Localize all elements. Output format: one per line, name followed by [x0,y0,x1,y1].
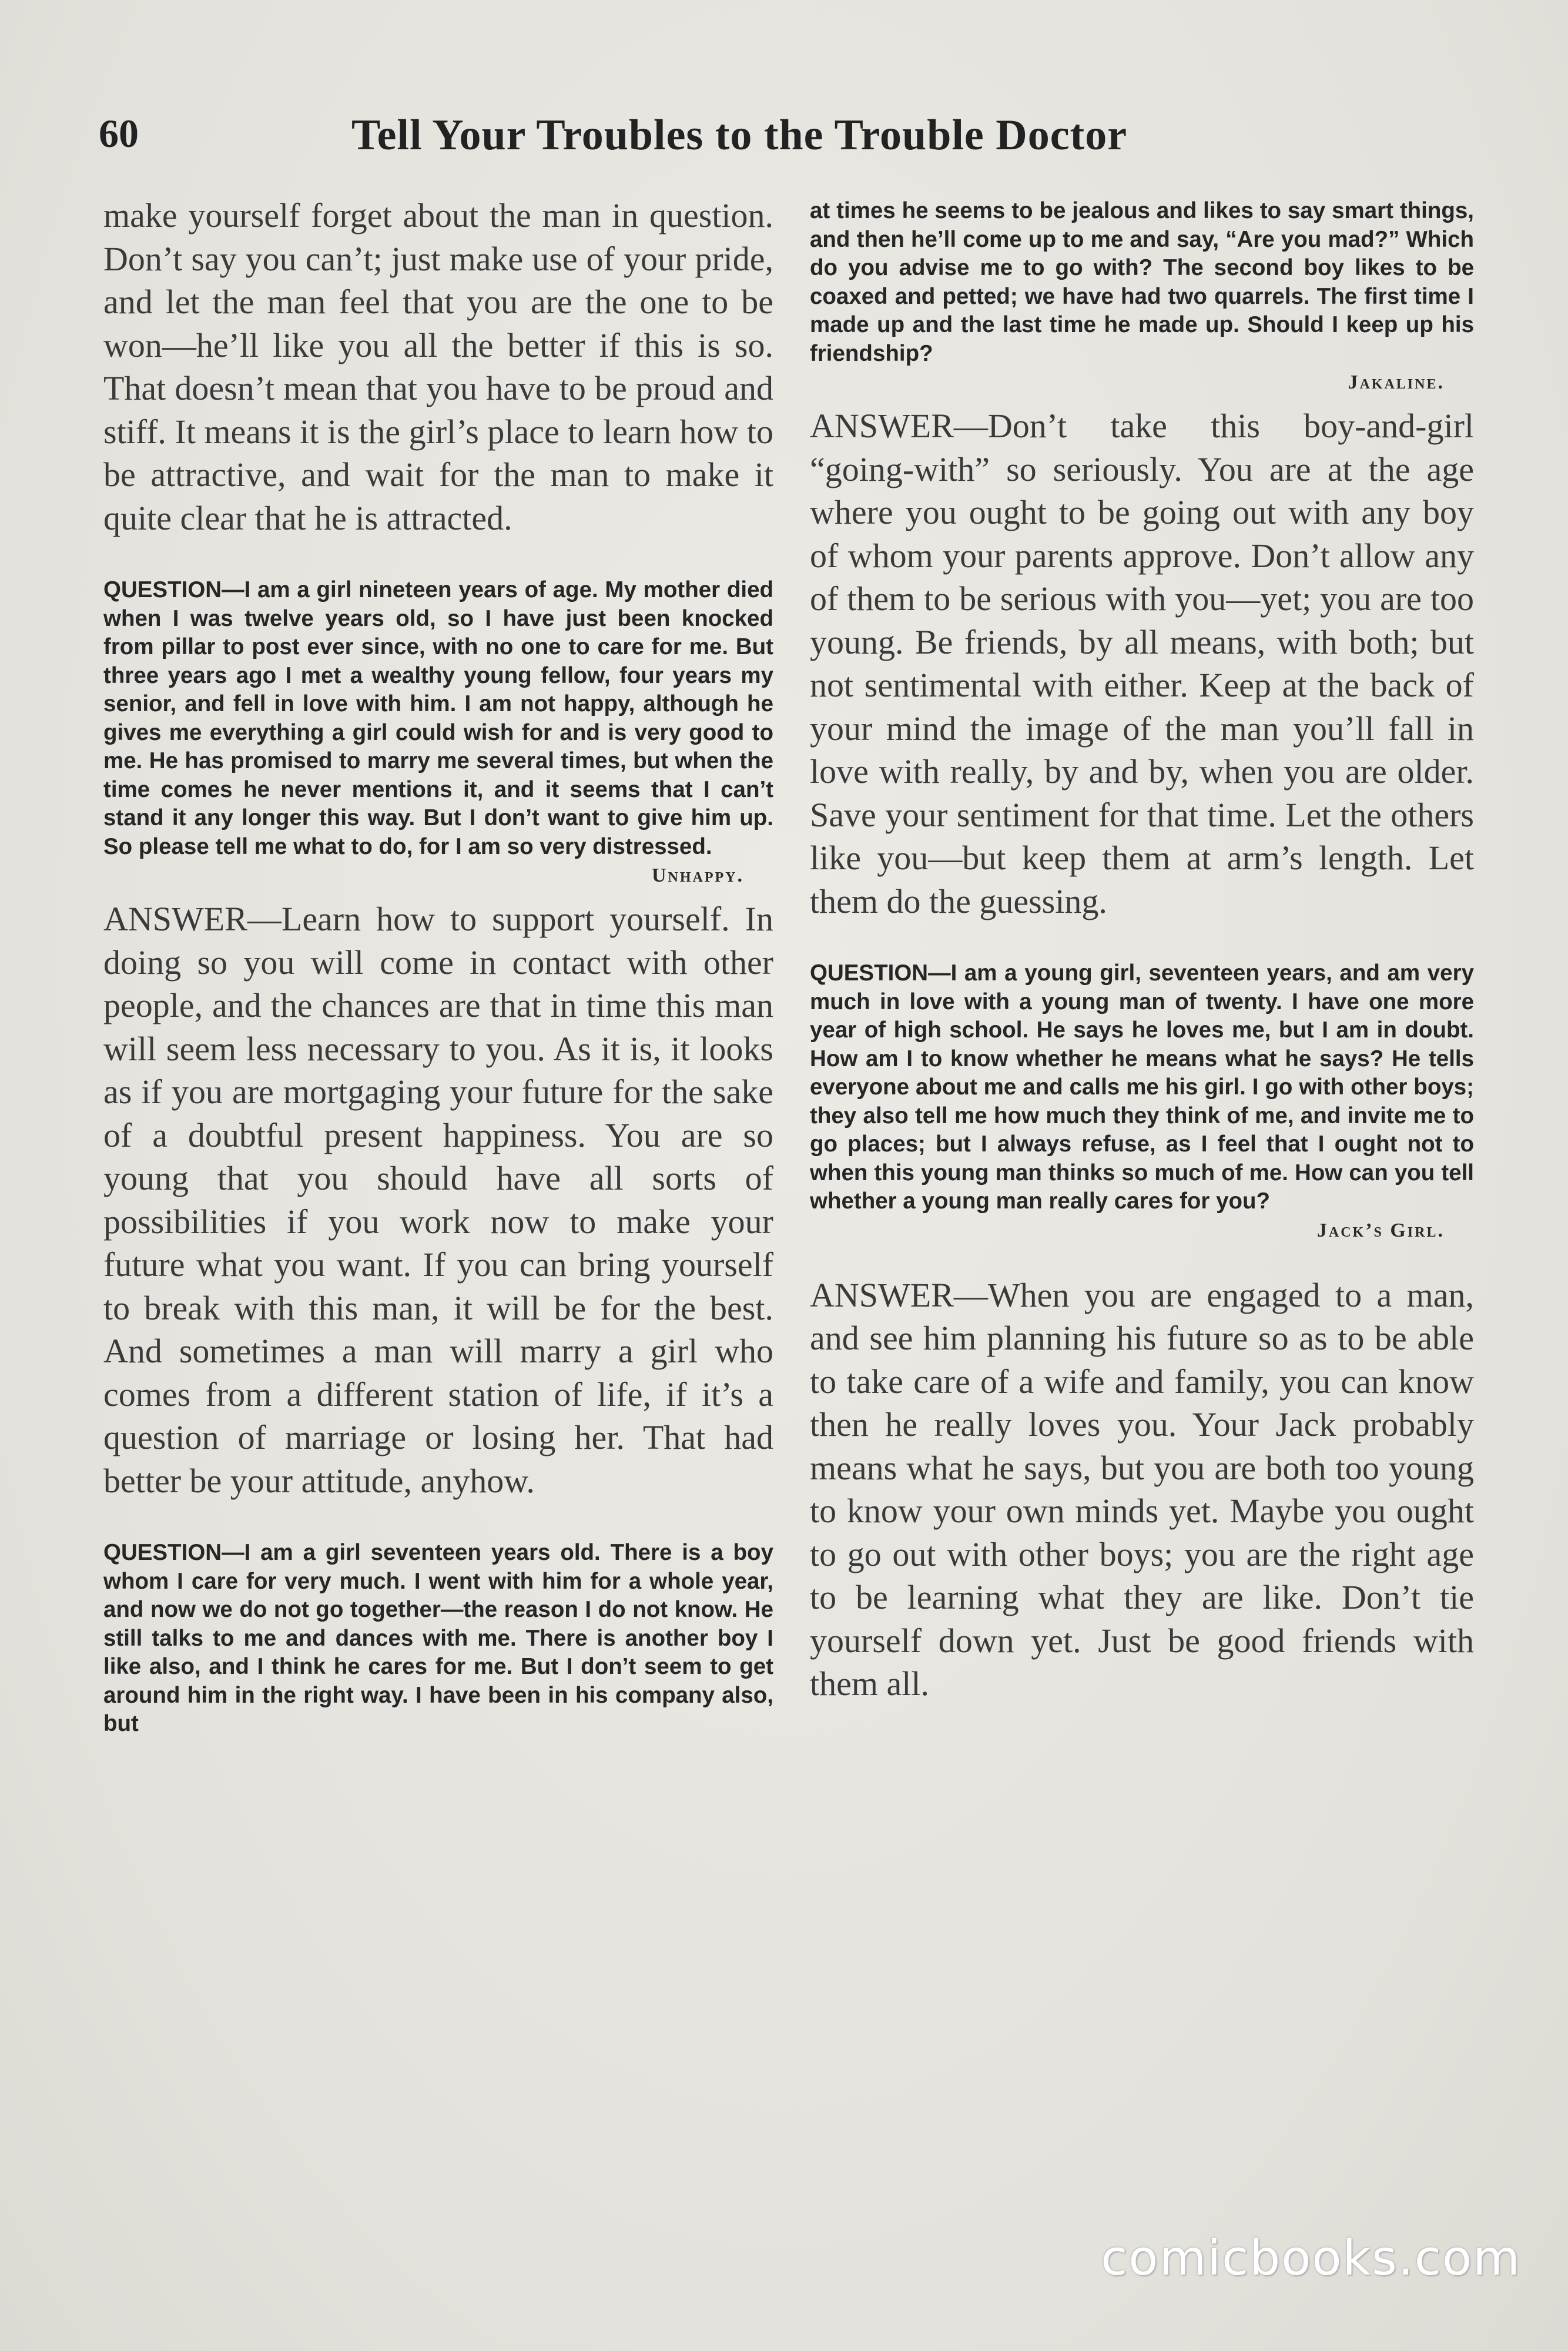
answer-jakaline: ANSWER—Don’t take this boy-and-girl “going-with” so seriously. You are at the age where you ought to be going out with any boy of whom your parents approve. Don’t allow any of them to be serious with you—yet; you are too young. Be friends, by all means, with both; but not sentimental with either. Keep at the back of your mind the image of the man you’ll fall in love with really, by and by, when you are older. Save your sentiment for that time. Let the others like you—but keep them at arm’s length. Let them do the guessing. [810,407,1474,920]
question-unhappy: QUESTION—I am a girl nineteen years of age. My mother died when I was twelve years old, so I have just been knocked from pillar to post ever since, with no one to care for me. But three years ago I met a wealthy young fellow, four years my senior, and fell in love with him. I am not happy, although he gives me everything a girl could wish for and is very good to me. He has promised to marry me several times, but when the time comes he never mentions it, and it seems that I can’t stand it any longer this way. But I don’t want to give him up. So please tell me what to do, for I am so very distressed. [103,577,773,859]
question-jacks-girl: QUESTION—I am a young girl, seventeen years, and am very much in love with a young man of twenty. I have one more year of high school. He says he loves me, but I am in doubt. How am I to know whether he means what he says? He tells everyone about me and calls me his girl. I go with other boys; they also tell me how much they think of me, and invite me to go places; but I always refuse, as I feel that I ought not to when this young man thinks so much of me. How can you tell whether a young man really cares for you? [810,960,1474,1214]
signature-jacks-girl: Jack’s Girl. [1316,1219,1445,1241]
answer-continued: make yourself forget about the man in question. Don’t say you can’t; just make use of your pride, and let the man feel that you are the one to be won—he’ll like you all the better if this is so. That doesn’t mean that you have to be proud and stiff. It means it is the girl’s place to learn how to be attractive, and wait for the man to make it quite clear that he is attracted. [103,196,773,537]
page-header [99,110,1474,175]
left-column [103,194,773,1739]
right-column [810,197,1474,1706]
page-number: 60 [99,111,139,156]
signature-jakaline: Jakaline. [1348,371,1445,393]
answer-unhappy: ANSWER—Learn how to support yourself. In doing so you will come in contact with other people, and the chances are that in time this man will seem less necessary to you. As it is, it looks as if you are mortgaging your future for the sake of a doubtful present happiness. You are so young that you should have all sorts of possibilities if you work now to make your future what you want. If you can bring yourself to break with this man, it will be for the best. And sometimes a man will marry a girl who comes from a different station of life, if it’s a question of marriage or losing her. That had better be your attitude, anyhow. [103,900,773,1500]
question-jakaline-start: QUESTION—I am a girl seventeen years old. There is a boy whom I care for very much. I went with him for a whole year, and now we do not go together—the reason I do not know. He still talks to me and dances with me. There is another boy I like also, and I think he cares for me. But I don’t seem to get around him in the right way. I have been in his company also, but [103,1540,773,1736]
question-jakaline-continued: at times he seems to be jealous and likes to say smart things, and then he’ll come up to me and say, “Are you mad?” Which do you advise me to go with? The second boy likes to be coaxed and petted; we have had two quarrels. The first time I made up and the last time he made up. Should I keep up his friendship? [810,198,1474,366]
answer-jacks-girl: ANSWER—When you are engaged to a man, and see him planning his future so as to be able to take care of a wife and family, you can know then he really loves you. Your Jack probably means what he says, but you are both too young to know your own minds yet. Maybe you ought to go out with other boys; you are the right age to be learning what they are like. Don’t tie yourself down yet. Just be good friends with them all. [810,1275,1474,1703]
running-title: Tell Your Troubles to the Trouble Doctor [351,111,1128,159]
signature-unhappy: Unhappy. [651,865,744,886]
watermark: comicbooks.com [1101,2231,1521,2286]
